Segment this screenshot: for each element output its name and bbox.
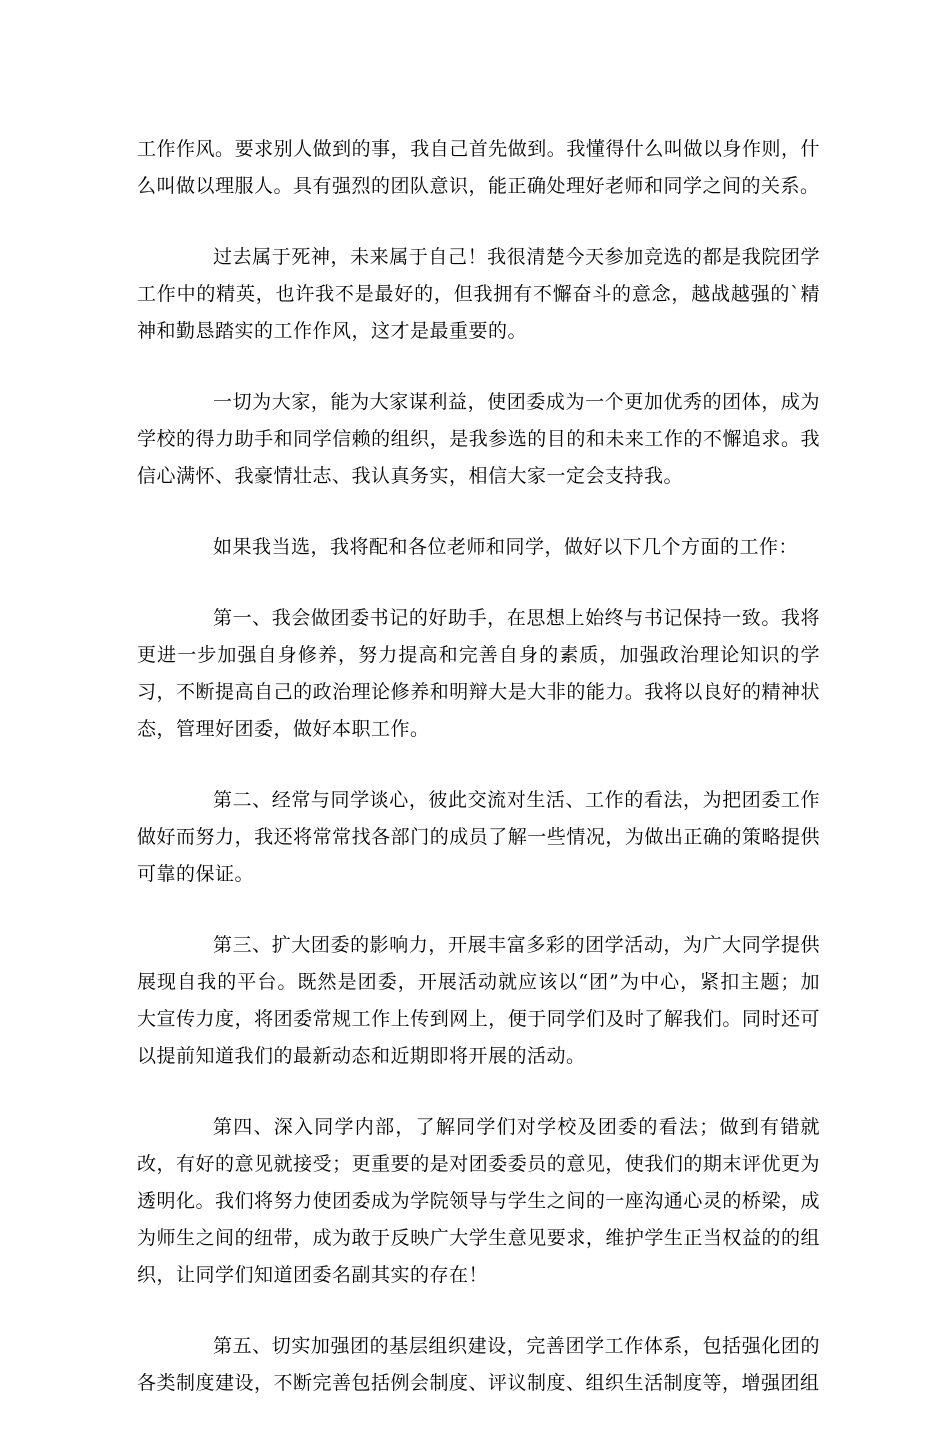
paragraph-third-point: 第三、扩大团委的影响力，开展丰富多彩的团学活动，为广大同学提供展现自我的平台。既然是团委，开展活动就应该以“团”为中心，紧扣主题；加大宣传力度，将团委常规工作上传到网上，便于同学们及时了解我们。同时还可以提前知道我们的最新动态和近期即将开展的活动。 [137,934,820,1067]
paragraph-continuation: 工作作风。要求别人做到的事，我自己首先做到。我懂得什么叫做以身作则，什么叫做以理服人。具有强烈的团队意识，能正确处理好老师和同学之间的关系。 [137,138,820,197]
paragraph-if-elected: 如果我当选，我将配和各位老师和同学，做好以下几个方面的工作： [213,536,799,558]
paragraph-past-and-future: 过去属于死神，未来属于自己！我很清楚今天参加竞选的都是我院团学工作中的精英，也许我不是最好的，但我拥有不懈奋斗的意念，越战越强的`精神和勤恳踏实的工作作风，这才是最重要的。 [137,246,820,342]
document-body [137,131,820,1436]
paragraph-fourth-point: 第四、深入同学内部，了解同学们对学校及团委的看法；做到有错就改，有好的意见就接受；更重要的是对团委委员的意见，使我们的期末评优更为透明化。我们将努力使团委成为学院领导与学生之间的一座沟通心灵的桥梁，成为师生之间的纽带，成为敢于反映广大学生意见要求，维护学生正当权益的的组织，让同学们知道团委名副其实的存在！ [137,1116,820,1286]
paragraph-first-point: 第一、我会做团委书记的好助手，在思想上始终与书记保持一致。我将更进一步加强自身修养，努力提高和完善自身的素质，加强政治理论知识的学习，不断提高自己的政治理论修养和明辩大是大非的能力。我将以良好的精神状态，管理好团委，做好本职工作。 [137,607,820,740]
paragraph-fifth-point: 第五、切实加强团的基层组织建设，完善团学工作体系，包括强化团的各类制度建设，不断完善包括例会制度、评议制度、组织生活制度等，增强团组 [137,1335,820,1394]
paragraph-second-point: 第二、经常与同学谈心，彼此交流对生活、工作的看法，为把团委工作做好而努力，我还将常常找各部门的成员了解一些情况，为做出正确的策略提供可靠的保证。 [137,789,820,885]
paragraph-for-everyone: 一切为大家，能为大家谋利益，使团委成为一个更加优秀的团体，成为学校的得力助手和同学信赖的组织，是我参选的目的和未来工作的不懈追求。我信心满怀、我豪情壮志、我认真务实，相信大家一定会支持我。 [137,391,820,487]
